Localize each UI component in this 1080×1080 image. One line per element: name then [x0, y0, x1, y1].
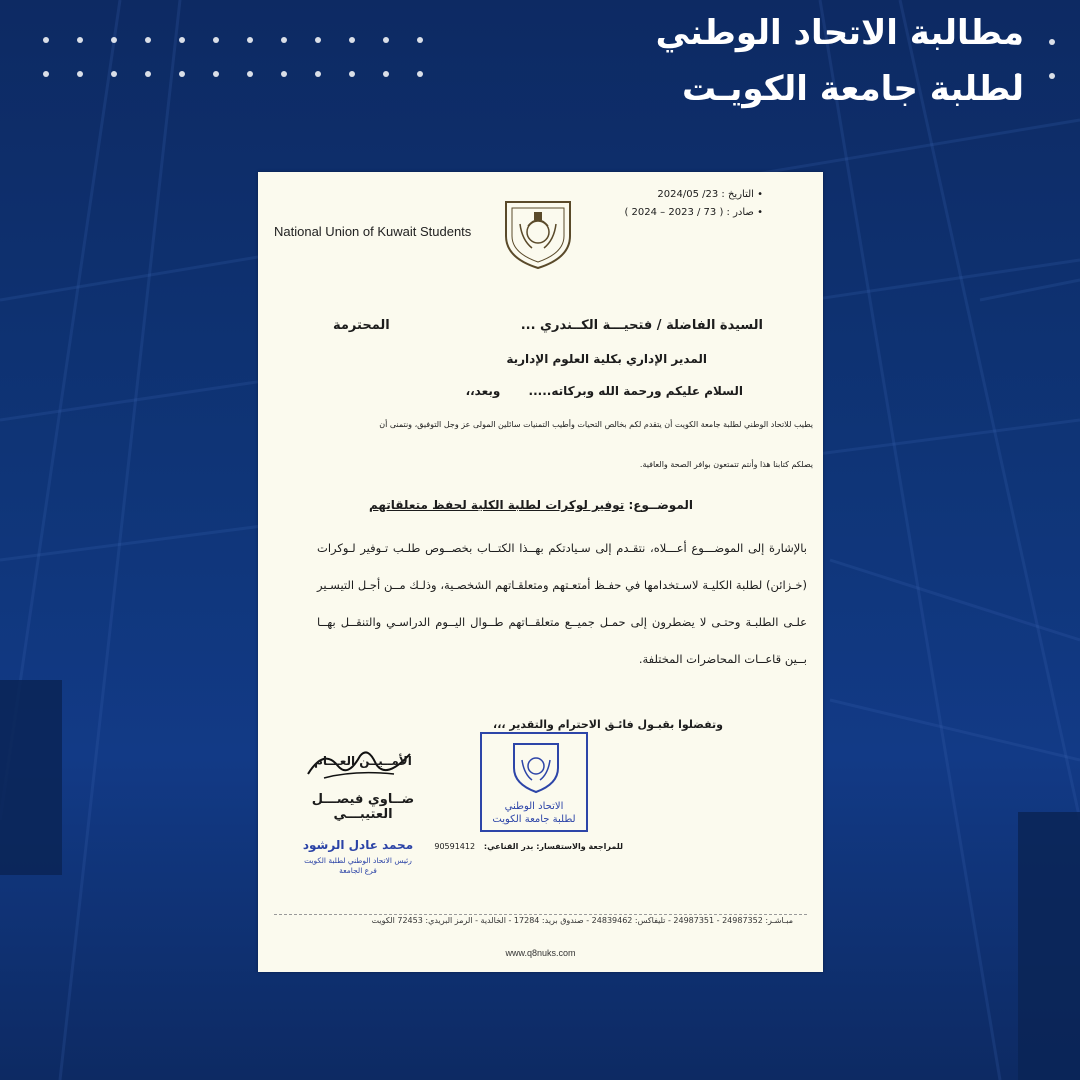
union-emblem-logo: [502, 196, 574, 270]
footer-contacts: مبـاشـر: 24987352 - 24987351 - تليفاكس: 24839462 - صندوق بريد: 17284 - الخالدية - الرمز البريدي: 72453 الكويت: [371, 916, 793, 925]
page-header: [656, 10, 1024, 112]
official-stamp: [480, 732, 588, 832]
closing-line: وتفضلوا بقبـول فائـق الاحترام والتقدير ،،،: [493, 718, 723, 731]
header-title-line1: مطالبة الاتحاد الوطني: [655, 13, 1024, 53]
intro-paragraph-2: يصلكم كتابنا هذا وأنتم تتمتعون بوافر الصحة والعافية.: [639, 460, 813, 469]
accent-block-right: [1018, 812, 1080, 1080]
president-title-line2: فرع الجامعة: [339, 866, 377, 875]
subject-line: [369, 498, 693, 512]
dot-grid-decoration: [40, 34, 460, 104]
intro-paragraph-1: يطيب للاتحاد الوطني لطلبة جامعة الكويت أن يتقدم لكم بخالص التحيات وأطيب التمنيات سائلين المولى عز وجل التوفيق، ونتمنى أن: [379, 420, 813, 429]
recipient-position: المدير الإداري بكلية العلوم الإدارية: [506, 352, 707, 366]
accent-block-left: [0, 680, 62, 875]
letter-body: بالإشارة إلى الموضـــوع أعـــلاه، نتقـدم إلى سـيادتكم بهــذا الكتــاب بخصــوص طلـب تـوفير لـوكرات (خـزائن) لطلبة الكليـة لاسـتخدامها في حفـظ أمتعـتهم ومتعلقـاتهم الشخصـية، وذلـك مــن أجـل التيسـير علـى الطلبـة وحتـى لا يضطرون إلى حمـل جميــع متعلقــاتهم طــوال اليــوم الدراسـي والتنقــل بهــا بــين قاعــات المحاضرات المختلفة.: [317, 541, 807, 666]
secretary-general-title: الأمــيــن العـــام: [314, 754, 412, 768]
reference-block: [624, 186, 763, 222]
stamp-line1: الاتحاد الوطني: [504, 801, 564, 812]
header-title-line2: لطلبة جامعة الكويـت: [682, 69, 1024, 109]
date-line: • التاريخ : 23/ 2024/05: [624, 186, 763, 204]
subject-label: الموضــوع:: [628, 498, 693, 512]
footer-divider: [274, 914, 807, 915]
respect-title: المحترمة: [333, 318, 390, 333]
contact-line: [434, 842, 623, 851]
stamp-line2: لطلبة جامعة الكويت: [492, 814, 576, 825]
president-name: محمد عادل الرشود: [302, 838, 414, 852]
president-title-line1: رئيس الاتحاد الوطني لطلبة الكويت: [304, 856, 412, 865]
contact-number: 90591412: [434, 842, 476, 851]
president-title: [288, 856, 428, 876]
greeting-line: [466, 384, 743, 398]
subject-text: توفير لوكرات لطلبة الكلية لحفظ متعلقاتهم: [368, 498, 625, 512]
footer-website: www.q8nuks.com: [505, 948, 576, 958]
reference-number-line: • صادر : ( 73 / 2023 – 2024 ): [624, 204, 763, 222]
recipient-name: السيدة الفاضلة / فتحيـــة الكــندري ...: [520, 318, 763, 333]
recipient-line: [333, 318, 763, 333]
organization-name-en: National Union of Kuwait Students: [274, 224, 472, 239]
secretary-general-name: ضــاوي فيصـــل العتيبـــي: [311, 792, 415, 822]
greeting-after: وبعد،،: [465, 384, 501, 398]
stamp-text: [482, 800, 586, 826]
stamp-emblem-icon: [510, 740, 562, 794]
contact-label: للمراجعة والاستفسار: بدر القناعي:: [483, 842, 623, 851]
greeting-text: السلام عليكم ورحمة الله وبركاته.....: [528, 384, 743, 398]
letter-document: [258, 172, 823, 972]
